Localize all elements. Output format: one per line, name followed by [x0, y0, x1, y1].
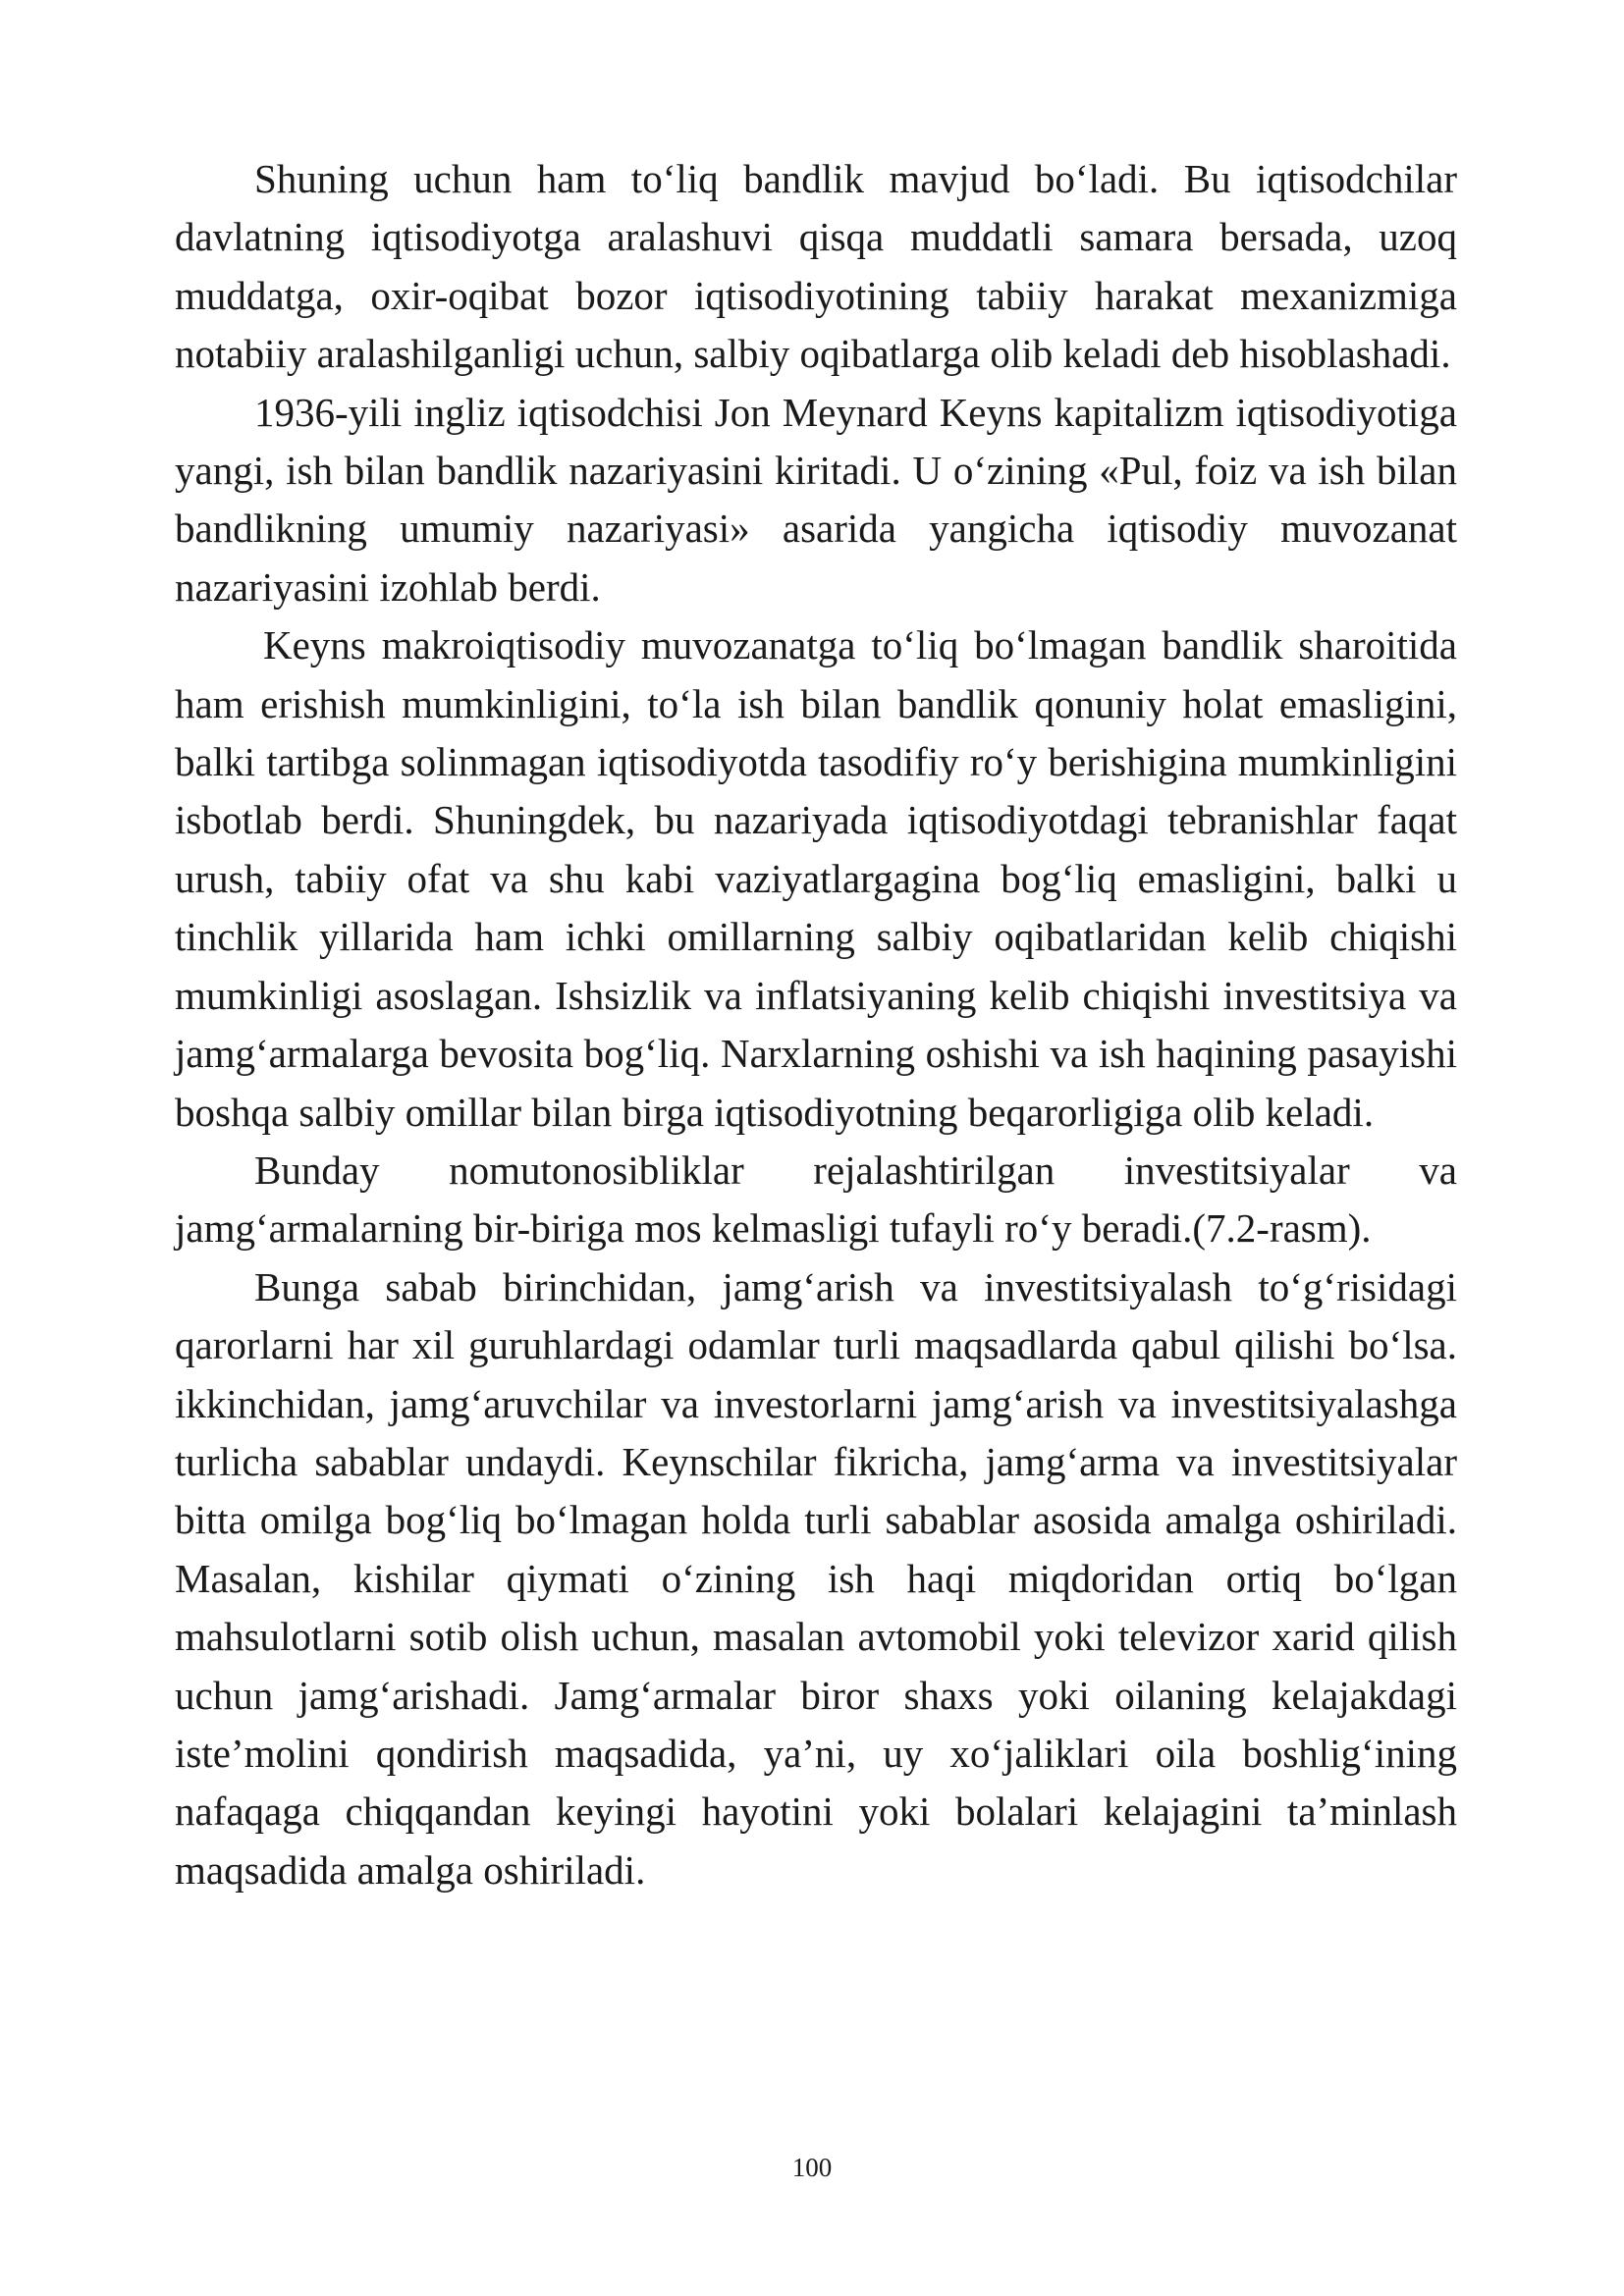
paragraph-imbalances: Bunday nomutonosibliklar rejalashtirilgan investitsiyalar va jamg‘armalarning bir-biriga mos kelmasligi tufayli ro‘y beradi.(7.2-rasm).: [175, 1147, 1457, 1252]
paragraph-full-employment: Shuning uchun ham to‘liq bandlik mavjud bo‘ladi. Bu iqtisodchilar davlatning iqtisodiyotga aralashuvi qisqa muddatli samara bersada, uzoq muddatga, oxir-oqibat bozor iqtisodiyotining tabiiy harakat mexanizmiga notabiiy aralashilganligi uchun, salbiy oqibatlarga olib keladi deb hisoblashadi.: [175, 156, 1457, 377]
page-number: 100: [791, 2153, 833, 2182]
page-body: [175, 150, 1457, 1899]
paragraph-keynes-equilibrium: Keyns makroiqtisodiy muvozanatga to‘liq bo‘lmagan bandlik sharoitida ham erishish mumkinligini, to‘la ish bilan bandlik qonuniy holat emasligini, balki tartibga solinmagan iqtisodiyotda tasodifiy ro‘y berishigina mumkinligini isbotlab berdi. Shuningdek, bu nazariyada iqtisodiyotdagi tebranishlar faqat urush, tabiiy ofat va shu kabi vaziyatlargagina bog‘liq emasligini, balki u tinchlik yillarida ham ichki omillarning salbiy oqibatlaridan kelib chiqishi mumkinligi asoslagan. Ishsizlik va inflatsiyaning kelib chiqishi investitsiya va jamg‘armalarga bevosita bog‘liq. Narxlarning oshishi va ish haqining pasayishi boshqa salbiy omillar bilan birga iqtisodiyotning beqarorligiga olib keladi.: [175, 622, 1457, 1135]
paragraph-keynes-1936: 1936-yili ingliz iqtisodchisi Jon Meynard Keyns kapitalizm iqtisodiyotiga yangi, ish bilan bandlik nazariyasini kiritadi. U o‘zining «Pul, foiz va ish bilan bandlikning umumiy nazariyasi» asarida yangicha iqtisodiy muvozanat nazariyasini izohlab berdi.: [175, 389, 1457, 610]
paragraph-savings-investment: Bunga sabab birinchidan, jamg‘arish va investitsiyalash to‘g‘risidagi qarorlarni har xil guruhlardagi odamlar turli maqsadlarda qabul qilishi bo‘lsa. ikkinchidan, jamg‘aruvchilar va investorlarni jamg‘arish va investitsiyalashga turlicha sabablar undaydi. Keynschilar fikricha, jamg‘arma va investitsiyalar bitta omilga bog‘liq bo‘lmagan holda turli sabablar asosida amalga oshiriladi. Masalan, kishilar qiymati o‘zining ish haqi miqdoridan ortiq bo‘lgan mahsulotlarni sotib olish uchun, masalan avtomobil yoki televizor xarid qilish uchun jamg‘arishadi. Jamg‘armalar biror shaxs yoki oilaning kelajakdagi iste’molini qondirish maqsadida, ya’ni, uy xo‘jaliklari oila boshlig‘ining nafaqaga chiqqandan keyingi hayotini yoki bolalari kelajagini ta’minlash maqsadida amalga oshiriladi.: [175, 1263, 1457, 1893]
